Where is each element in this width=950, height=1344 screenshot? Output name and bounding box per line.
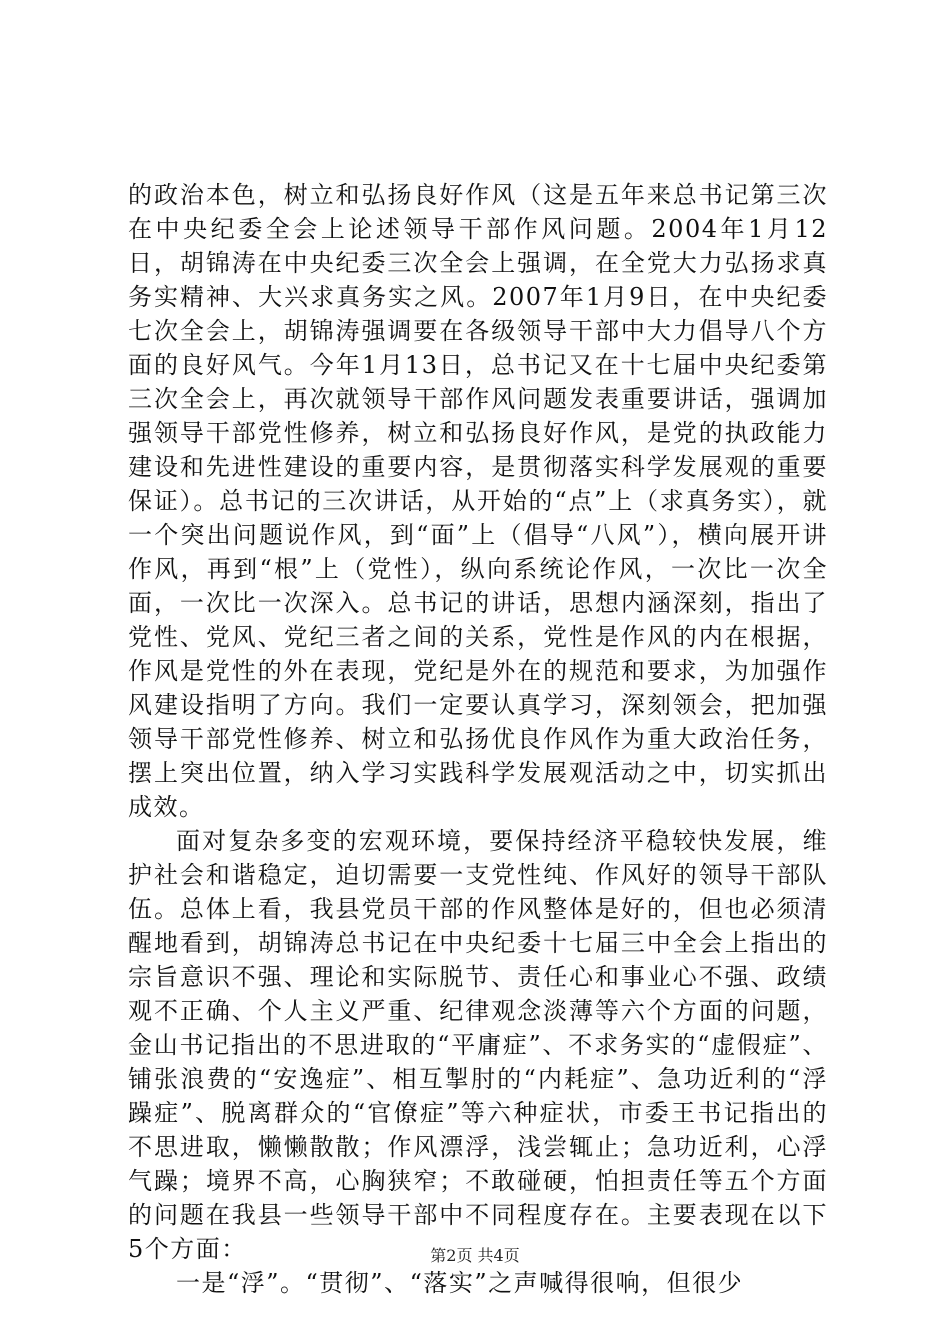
page-number-footer: 第2页 共4页 — [430, 1246, 520, 1265]
document-body — [128, 178, 828, 1300]
paragraph-1: 的政治本色，树立和弘扬良好作风（这是五年来总书记第三次在中央纪委全会上论述领导干部作风问题。2004年1月12日，胡锦涛在中央纪委三次全会上强调，在全党大力弘扬求真务实精神、大兴求真务实之风。2007年1月9日，在中央纪委七次全会上，胡锦涛强调要在各级领导干部中大力倡导八个方面的良好风气。今年1月13日，总书记又在十七届中央纪委第三次全会上，再次就领导干部作风问题发表重要讲话，强调加强领导干部党性修养，树立和弘扬良好作风，是党的执政能力建设和先进性建设的重要内容，是贯彻落实科学发展观的重要保证）。总书记的三次讲话，从开始的“点”上（求真务实），就一个突出问题说作风，到“面”上（倡导“八风”），横向展开讲作风，再到“根”上（党性），纵向系统论作风，一次比一次全面，一次比一次深入。总书记的讲话，思想内涵深刻，指出了党性、党风、党纪三者之间的关系，党性是作风的内在根据，作风是党性的外在表现，党纪是外在的规范和要求，为加强作风建设指明了方向。我们一定要认真学习，深刻领会，把加强领导干部党性修养、树立和弘扬优良作风作为重大政治任务，摆上突出位置，纳入学习实践科学发展观活动之中，切实抓出成效。 — [128, 181, 828, 821]
paragraph-3: 一是“浮”。“贯彻”、“落实”之声喊得很响，但很少 — [176, 1269, 744, 1297]
paragraph-2: 面对复杂多变的宏观环境，要保持经济平稳较快发展，维护社会和谐稳定，迫切需要一支党性纯、作风好的领导干部队伍。总体上看，我县党员干部的作风整体是好的，但也必须清醒地看到，胡锦涛总书记在中央纪委十七届三中全会上指出的宗旨意识不强、理论和实际脱节、责任心和事业心不强、政绩观不正确、个人主义严重、纪律观念淡薄等六个方面的问题，金山书记指出的不思进取的“平庸症”、不求务实的“虚假症”、铺张浪费的“安逸症”、相互掣肘的“内耗症”、急功近利的“浮躁症”、脱离群众的“官僚症”等六种症状，市委王书记指出的不思进取，懒懒散散；作风漂浮，浅尝辄止；急功近利，心浮气躁；境界不高，心胸狭窄；不敢碰硬，怕担责任等五个方面的问题在我县一些领导干部中不同程度存在。主要表现在以下5个方面： — [128, 827, 828, 1263]
